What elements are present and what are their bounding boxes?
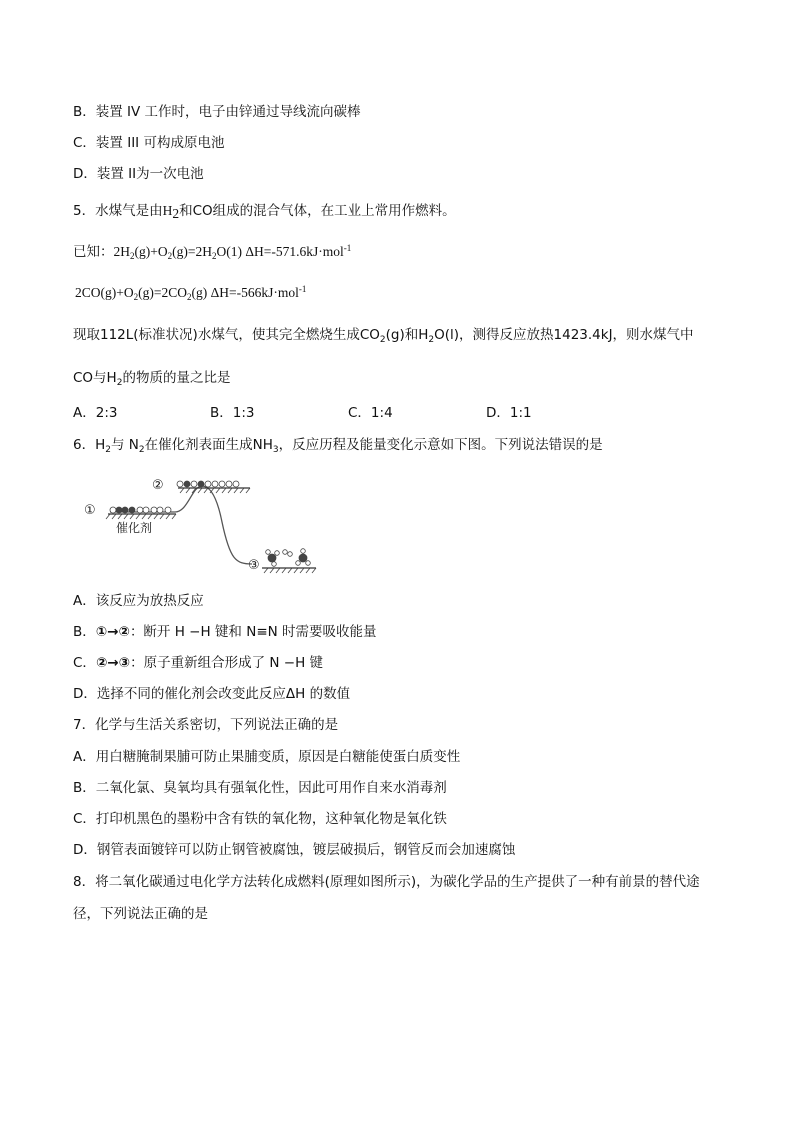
question-6-stem: 6．$H_2$与 $N_2$在催化剂表面生成$NH_3$，反应历程及能量变化示意如下图。下列说法错误的是 xyxy=(73,437,603,455)
question-5-stem: 5．水煤气是由$H_2$和CO组成的混合气体，在工业上常用作燃料。 xyxy=(73,203,456,221)
known-equation-2: $2CO(g)+O_2(g)=2CO_2(g)$ ΔH=-566kJ·mol$^{-1}$ xyxy=(75,284,307,302)
q6-option-a: A．该反应为放热反应 xyxy=(73,593,204,609)
q7-option-c: C．打印机黑色的墨粉中含有铁的氧化物，这种氧化物是氧化铁 xyxy=(73,811,447,827)
option-b-q4: B．装置 IV 工作时，电子由锌通过导线流向碳棒 xyxy=(73,104,361,120)
q6-option-c: C．②→③：原子重新组合形成了 N −H 键 xyxy=(73,655,324,671)
q7-option-d: D．钢管表面镀锌可以防止钢管被腐蚀，镀层破损后，钢管反而会加速腐蚀 xyxy=(73,842,516,858)
question-8-line-1: 8．将二氧化碳通过电化学方法转化成燃料(原理如图所示)，为碳化学品的生产提供了一种有前景的替代途 xyxy=(73,874,700,890)
molecules-stage-1 xyxy=(110,507,171,513)
stage-2-label: ② xyxy=(152,478,164,493)
q7-option-a: A．用白糖腌制果脯可防止果脯变质，原因是白糖能使蛋白质变性 xyxy=(73,749,461,765)
stage-1-label: ① xyxy=(84,503,96,518)
question-8-line-2: 径，下列说法正确的是 xyxy=(73,906,208,922)
option-d-q4: D．装置 II为一次电池 xyxy=(73,166,204,182)
question-7-stem: 7．化学与生活关系密切，下列说法正确的是 xyxy=(73,717,339,733)
q5-option-c: C．1:4 xyxy=(348,405,393,421)
molecules-stage-3 xyxy=(266,549,311,567)
question-5-line-4: CO与$H_2$的物质的量之比是 xyxy=(73,370,231,388)
question-5-line-3: 现取112L(标准状况)水煤气，使其完全燃烧生成$CO_2(g)$和$H_2O(l)$，测得反应放热1423.4kJ，则水煤气中 xyxy=(73,327,694,345)
q7-option-b: B．二氧化氯、臭氧均具有强氧化性，因此可用作自来水消毒剂 xyxy=(73,780,447,796)
option-c-q4: C．装置 III 可构成原电池 xyxy=(73,135,225,151)
molecules-stage-2 xyxy=(177,481,239,487)
catalyst-label: 催化剂 xyxy=(116,521,153,535)
stage-3-label: ③ xyxy=(248,558,260,573)
reaction-energy-diagram xyxy=(80,472,325,574)
q5-option-a: A．2:3 xyxy=(73,405,118,421)
q6-option-d: D．选择不同的催化剂会改变此反应ΔH 的数值 xyxy=(73,686,351,702)
q6-option-b: B．①→②：断开 H −H 键和 N≡N 时需要吸收能量 xyxy=(73,624,377,640)
q5-option-d: D．1:1 xyxy=(486,405,532,421)
known-equation-1: 已知：$2H_2(g)+O_2(g)=2H_2O(1)$ ΔH=-571.6kJ·mol$^{-1}$ xyxy=(73,243,352,261)
q5-option-b: B．1:3 xyxy=(210,405,255,421)
